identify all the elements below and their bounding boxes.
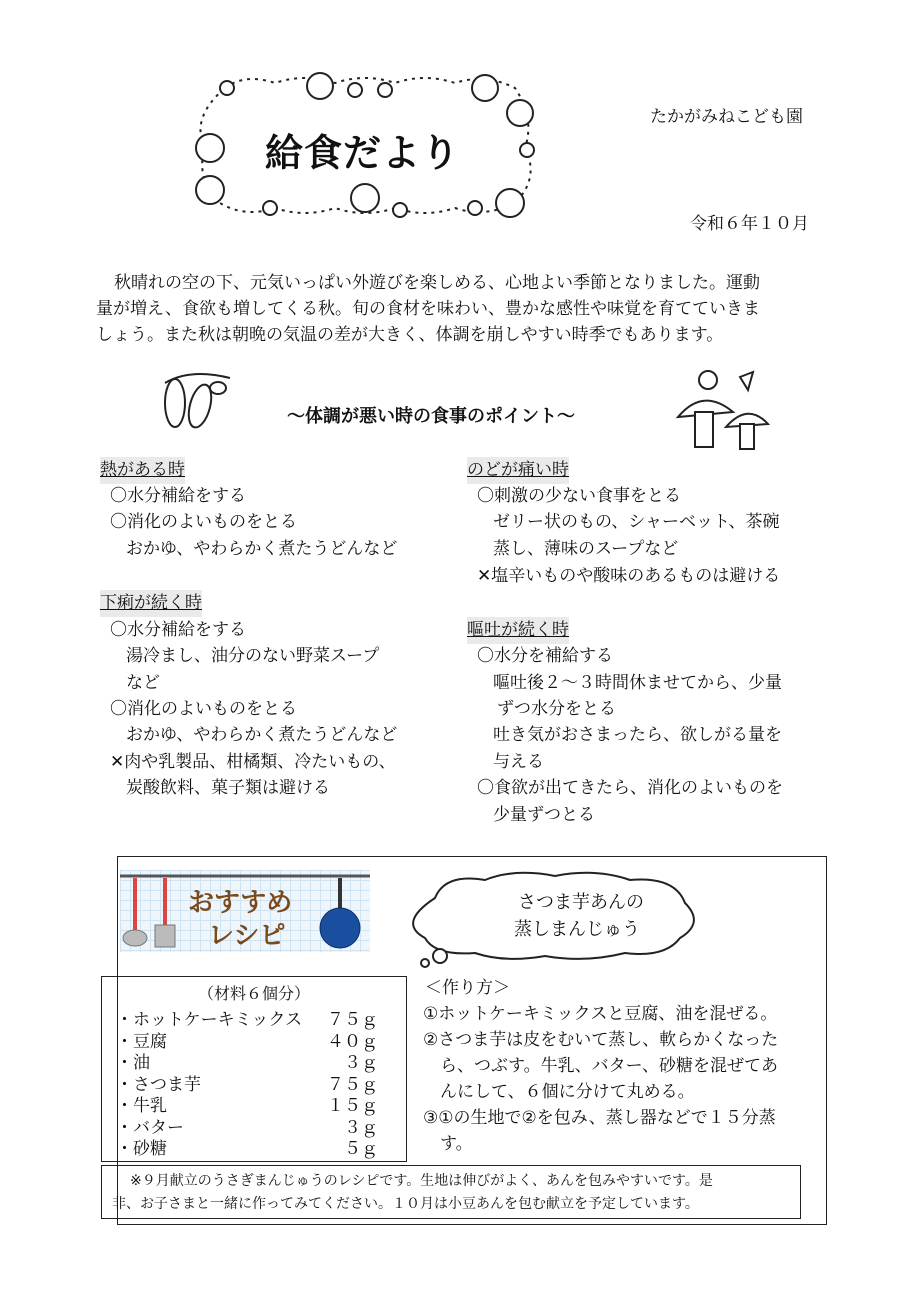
ingredients-title: （材料６個分） bbox=[198, 984, 311, 1003]
recipe-name-line-1: さつま芋あんの bbox=[518, 892, 644, 913]
diarrhea-line: など bbox=[126, 673, 160, 693]
ingredient-amount: ７５ｇ bbox=[327, 1074, 378, 1095]
throat-line: ✕塩辛いものや酸味のあるものは避ける bbox=[477, 566, 781, 586]
ingredient-row bbox=[116, 1113, 386, 1138]
vomit-line: 嘔吐後２～３時間休ませてから、少量 bbox=[493, 673, 782, 693]
ingredient-name: ・さつま芋 bbox=[116, 1074, 201, 1095]
ingredient-row bbox=[116, 1027, 386, 1052]
intro-line-2: 量が増え、食欲も増してくる秋。旬の食材を味わい、豊かな感性や味覚を育てていきま bbox=[96, 299, 761, 319]
throat-line: 〇刺激の少ない食事をとる bbox=[477, 486, 681, 506]
fever-line: 〇消化のよいものをとる bbox=[110, 512, 297, 532]
diarrhea-line: 湯冷まし、油分のない野菜スープ bbox=[126, 646, 380, 666]
intro-line-3: しょう。また秋は朝晩の気温の差が大きく、体調を崩しやすい時季でもあります。 bbox=[96, 325, 724, 345]
vomit-line: ずつ水分をとる bbox=[497, 699, 616, 719]
vomit-line: 与える bbox=[493, 752, 544, 772]
recipe-banner bbox=[120, 870, 370, 952]
note-line-2: 非、お子さまと一緒に作ってみてください。１０月は小豆あんを包む献立を予定しています。 bbox=[112, 1196, 699, 1212]
diarrhea-line: 炭酸飲料、菓子類は避ける bbox=[126, 778, 330, 798]
vomit-line: 少量ずつとる bbox=[493, 805, 595, 825]
ingredient-name: ・ホットケーキミックス bbox=[116, 1010, 303, 1030]
ingredient-row bbox=[116, 1005, 386, 1030]
issue-date: 令和６年１０月 bbox=[690, 214, 809, 234]
mushroom-illustration bbox=[668, 362, 773, 462]
ingredient-amount: ４０ｇ bbox=[327, 1031, 378, 1052]
ingredient-amount: ３ｇ bbox=[344, 1053, 378, 1073]
throat-line: 蒸し、薄味のスープなど bbox=[493, 539, 679, 559]
ingredient-row bbox=[116, 1091, 386, 1116]
ingredients-list bbox=[116, 1005, 386, 1159]
fever-line: おかゆ、やわらかく煮たうどんなど bbox=[126, 539, 398, 559]
diarrhea-line: ✕肉や乳製品、柑橘類、冷たいもの、 bbox=[110, 752, 396, 772]
ingredient-name: ・砂糖 bbox=[116, 1139, 167, 1159]
method-line: ②さつま芋は皮をむいて蒸し、軟らかくなった bbox=[423, 1030, 779, 1050]
ingredient-amount: ７５ｇ bbox=[327, 1010, 378, 1030]
ingredient-name: ・油 bbox=[116, 1053, 150, 1073]
recipe-name-line-2: 蒸しまんじゅう bbox=[514, 919, 640, 940]
page-title: 給食だより bbox=[265, 131, 461, 175]
method-line: す。 bbox=[440, 1134, 473, 1154]
sweet-potato-illustration bbox=[160, 368, 235, 433]
ingredient-name: ・牛乳 bbox=[116, 1096, 167, 1116]
intro-line-1: 秋晴れの空の下、元気いっぱい外遊びを楽しめる、心地よい季節となりました。運動 bbox=[114, 273, 760, 293]
method-line: んにして、６個に分けて丸める。 bbox=[440, 1082, 695, 1102]
method-line: ③①の生地で②を包み、蒸し器などで１５分蒸 bbox=[423, 1108, 776, 1128]
banner-line-1: おすすめ bbox=[188, 888, 293, 918]
vomit-line: 〇食欲が出てきたら、消化のよいものを bbox=[477, 778, 783, 798]
ingredient-row bbox=[116, 1134, 386, 1159]
method-line: ①ホットケーキミックスと豆腐、油を混ぜる。 bbox=[423, 1004, 778, 1024]
diarrhea-heading: 下痢が続く時 bbox=[100, 590, 202, 617]
diarrhea-line: 〇消化のよいものをとる bbox=[110, 699, 297, 719]
note-line-1: ※９月献立のうさぎまんじゅうのレシピです。生地は伸びがよく、あんを包みやすいです。是 bbox=[130, 1173, 713, 1189]
vomit-heading: 嘔吐が続く時 bbox=[467, 617, 569, 644]
method-line: ら、つぶす。牛乳、バター、砂糖を混ぜてあ bbox=[440, 1056, 778, 1076]
method-title: ＜作り方＞ bbox=[425, 978, 510, 998]
throat-line: ゼリー状のもの、シャーベット、茶碗 bbox=[493, 512, 780, 532]
section-title: ～体調が悪い時の食事のポイント～ bbox=[287, 406, 575, 427]
ingredient-row bbox=[116, 1048, 386, 1073]
throat-heading: のどが痛い時 bbox=[467, 457, 569, 484]
school-name: たかがみねこども園 bbox=[650, 107, 803, 127]
banner-line-2: レシピ bbox=[208, 921, 286, 951]
fever-line: 〇水分補給をする bbox=[110, 486, 246, 506]
diarrhea-line: 〇水分補給をする bbox=[110, 620, 246, 640]
ingredient-amount: １５ｇ bbox=[327, 1096, 378, 1116]
ingredient-row bbox=[116, 1070, 386, 1095]
fever-heading: 熱がある時 bbox=[100, 457, 185, 484]
ingredient-name: ・豆腐 bbox=[116, 1031, 167, 1052]
diarrhea-line: おかゆ、やわらかく煮たうどんなど bbox=[126, 725, 398, 745]
ingredient-amount: ３ｇ bbox=[344, 1117, 378, 1138]
ingredient-amount: ５ｇ bbox=[344, 1139, 378, 1159]
vomit-line: 吐き気がおさまったら、欲しがる量を bbox=[493, 725, 782, 745]
ingredient-name: ・バター bbox=[116, 1117, 184, 1138]
vomit-line: 〇水分を補給する bbox=[477, 646, 613, 666]
